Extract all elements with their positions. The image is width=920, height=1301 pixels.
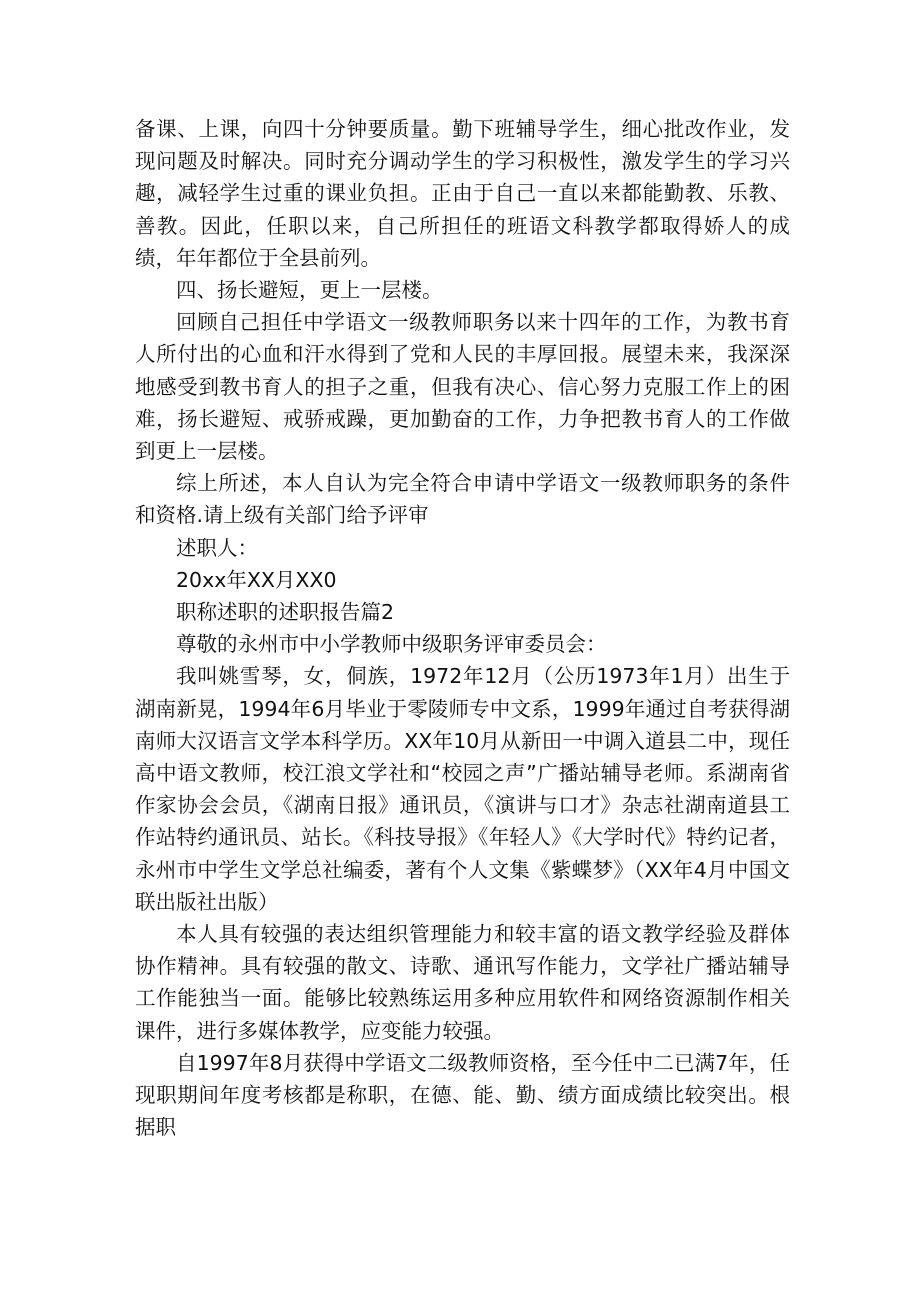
signature-date: 20xx年XX月XX0 [176,567,337,592]
paragraph-abilities: 本人具有较强的表达组织管理能力和较丰富的语文教学经验及群体协作精神。具有较强的散文、诗歌、通讯写作能力，文学社广播站辅导工作能独当一面。能够比较熟练运用多种应用软件和网络资源制作相关课件，进行多媒体教学，应变能力较强。 [135,922,790,1043]
paragraph-introduction: 我叫姚雪琴，女，侗族，1972年12月（公历1973年1月）出生于湖南新晃，1994年6月毕业于零陵师专中文系，1999年通过自考获得湖南师大汉语言文学本科学历。XX年10月从新田一中调入道县二中，现任高中语文教师，校江浪文学社和“校园之声”广播站辅导老师。系湖南省作家协会会员，《湖南日报》通讯员，《演讲与口才》杂志社湖南道县工作站特约通讯员、站长。《科技导报》《年轻人》《大学时代》特约记者，永州市中学生文学总社编委，著有个人文集《紫蝶梦》（XX年4月中国文联出版社出版） [135,664,790,914]
salutation: 尊敬的永州市中小学教师中级职务评审委员会： [176,632,607,657]
paragraph-qualification: 自1997年8月获得中学语文二级教师资格，至今任中二已满7年，任现职期间年度考核都是称职，在德、能、勤、绩方面成绩比较突出。根据职 [135,1050,790,1140]
paragraph-continuation: 备课、上课，向四十分钟要质量。勤下班辅导学生，细心批改作业，发现问题及时解决。同时充分调动学生的学习积极性，激发学生的学习兴趣，减轻学生过重的课业负担。正由于自己一直以来都能勤教、乐教、善教。因此，任职以来，自己所担任的班语文科教学都取得娇人的成绩，年年都位于全县前列。 [135,117,790,270]
document-body [135,113,790,1144]
paragraph-review: 回顾自己担任中学语文一级教师职务以来十四年的工作，为教书育人所付出的心血和汗水得到了党和人民的丰厚回报。展望未来，我深深地感受到教书育人的担子之重，但我有决心、信心努力克服工作上的困难，扬长避短、戒骄戒躁，更加勤奋的工作，力争把教书育人的工作做到更上一层楼。 [135,310,790,464]
paragraph-conclusion: 综上所述，本人自认为完全符合申请中学语文一级教师职务的条件和资格.请上级有关部门给予评审 [135,471,790,528]
section-heading-four: 四、扬长避短，更上一层楼。 [176,278,443,303]
report-title: 职称述职的述职报告篇2 [176,600,395,625]
signature-label: 述职人： [176,535,258,560]
